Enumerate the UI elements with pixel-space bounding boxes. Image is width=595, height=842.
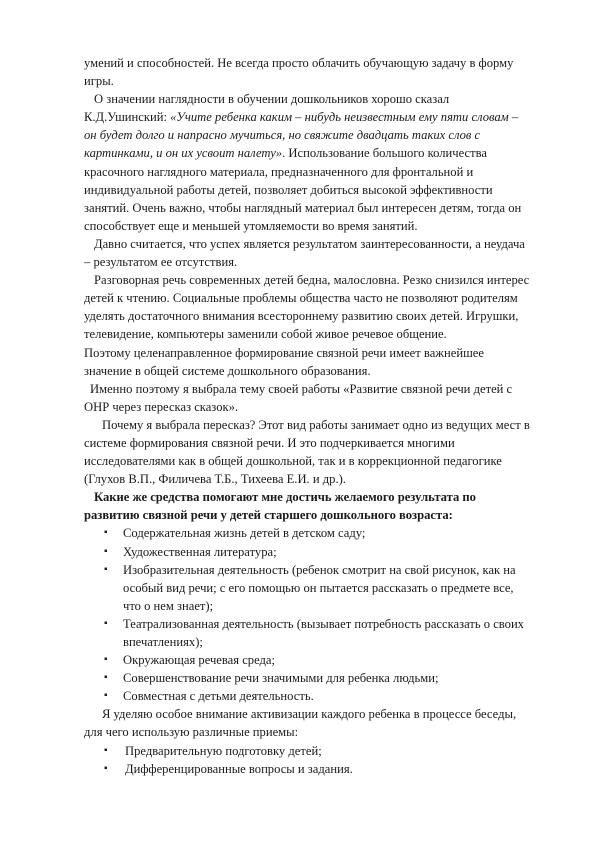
list-item <box>84 669 530 687</box>
bullet-icon: ▪ <box>104 527 108 539</box>
list-item <box>84 561 530 615</box>
bullet-icon: ▪ <box>104 762 108 774</box>
bullet-icon: ▪ <box>104 545 108 557</box>
list-item-text: Дифференцированные вопросы и задания. <box>125 761 353 776</box>
list-item <box>84 687 530 705</box>
list-item <box>84 524 530 542</box>
bullet-icon: ▪ <box>104 617 108 629</box>
methods-list <box>84 742 530 778</box>
paragraph-4: Разговорная речь современных детей бедна, малословна. Резко снизился интерес детей к чтению. Социальные проблемы общества часто не позволяют родителям уделять достаточного внимания всестороннему развитию своих детей. Игрушки, телевидение, компьютеры заменили собой живое речевое общение. <box>84 273 530 342</box>
list-item-text: Совершенствование речи значимыми для ребенка людьми; <box>123 671 439 686</box>
bullet-icon: ▪ <box>104 672 108 684</box>
paragraph-6: Именно поэтому я выбрала тему своей работы «Развитие связной речи детей с ОНР через пересказ сказок». <box>84 381 513 414</box>
bullet-icon: ▪ <box>104 563 108 575</box>
list-item-text: Театрализованная деятельность (вызывает потребность рассказать о своих впечатлениях); <box>123 616 524 649</box>
list-item <box>84 615 530 651</box>
list-item-text: Содержательная жизнь детей в детском саду; <box>123 526 366 541</box>
paragraph-9: Я уделяю особое внимание активизации каждого ребенка в процессе беседы, для чего использую различные приемы: <box>84 707 517 740</box>
bullet-icon: ▪ <box>104 744 108 756</box>
ushinsky-quote: «Учите ребенка каким – нибудь неизвестным ему пяти словам – он будет долго и напрасно мучиться, но свяжите двадцать таких слов с картинками, и он их усвоит налету» <box>84 110 519 161</box>
list-item-text: Предварительную подготовку детей; <box>125 743 322 758</box>
list-item-text: Совместная с детьми деятельность. <box>123 689 314 704</box>
list-item <box>84 543 530 561</box>
list-item <box>84 742 530 760</box>
list-item <box>84 760 530 778</box>
paragraph-8-heading: Какие же средства помогают мне достичь желаемого результата по развитию связной речи у детей старшего дошкольного возраста: <box>84 490 476 523</box>
paragraph-7: Почему я выбрала пересказ? Этот вид работы занимает одно из ведущих мест в системе формирования связной речи. И это подчеркивается многими исследователями как в общей дошкольной, так и в коррекционной педагогике (Глухов В.П., Филичева Т.Б., Тихеева Е.И. и др.). <box>84 417 530 487</box>
list-item-text: Художественная литература; <box>123 544 277 559</box>
bullet-icon: ▪ <box>104 690 108 702</box>
list-item <box>84 651 530 669</box>
paragraph-3: Давно считается, что успех является результатом заинтересованности, а неудача – результатом ее отсутствия. <box>84 236 525 270</box>
bullet-icon: ▪ <box>104 654 108 666</box>
paragraph-2 <box>84 90 530 235</box>
paragraph-2-end: . Использование большого количества красочного наглядного материала, предназначенного для фронтальной и индивидуальной работы детей, позволяет добиться высокой эффективности занятий. Очень важно, чтобы наглядный материал был интересен детям, тогда он способствует еще и меньшей утомляемости во время занятий. <box>84 146 522 233</box>
paragraph-5: Поэтому целенаправленное формирование связной речи имеет важнейшее значение в общей системе дошкольного образования. <box>84 345 484 378</box>
paragraph-2-start: О значении наглядности в обучении дошкольников хорошо сказал К.Д.Ушинский: <box>84 92 450 125</box>
document-body <box>84 54 530 778</box>
means-list <box>84 524 530 705</box>
list-item-text: Изобразительная деятельность (ребенок смотрит на свой рисунок, как на особый вид речи; с его помощью он пытается рассказать о предмете все, что о нем знает); <box>123 562 516 613</box>
list-item-text: Окружающая речевая среда; <box>123 653 276 668</box>
paragraph-1: умений и способностей. Не всегда просто облачить обучающую задачу в форму игры. <box>84 56 514 89</box>
